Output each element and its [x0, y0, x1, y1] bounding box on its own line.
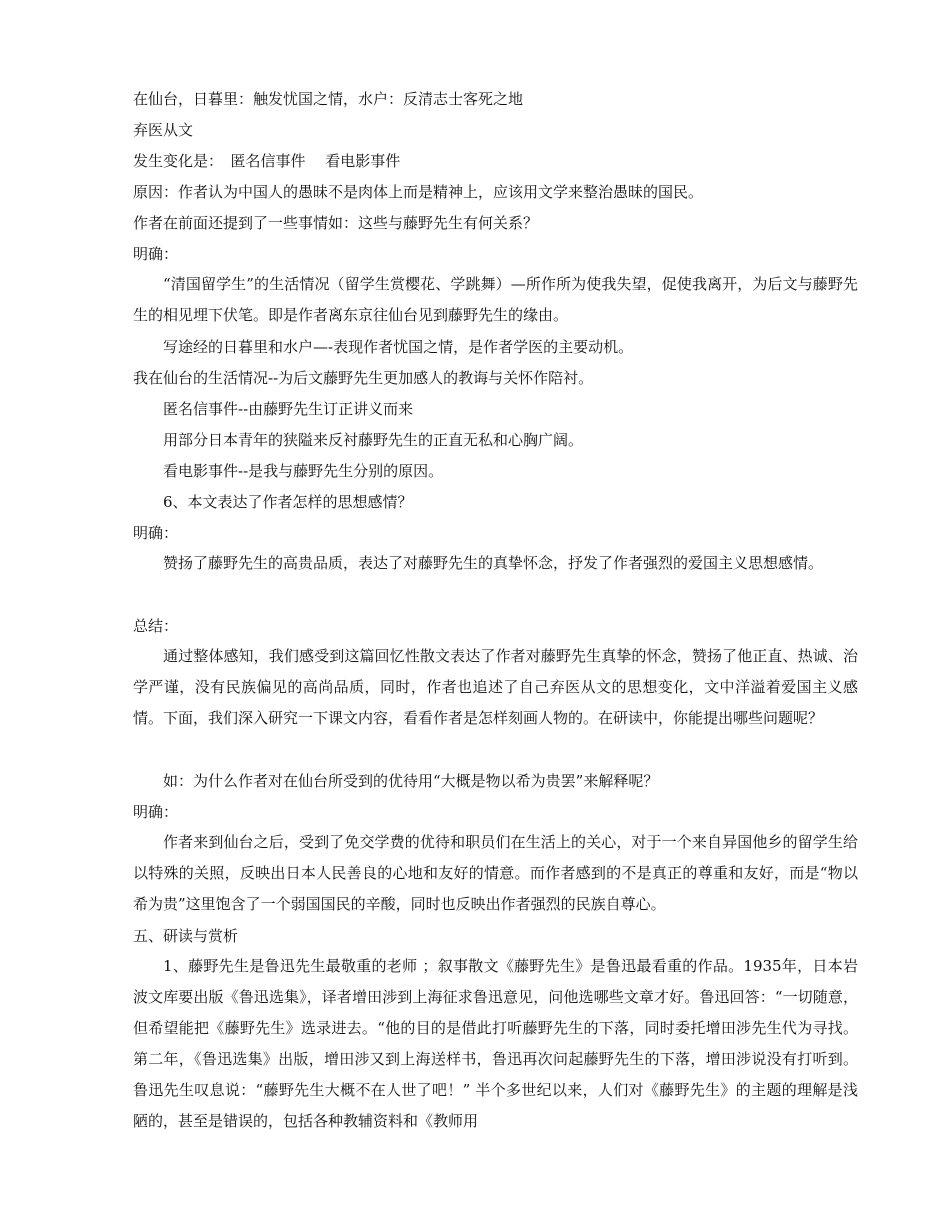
text-line: 匿名信事件--由藤野先生订正讲义而来: [163, 400, 414, 418]
paragraph: “清国留学生”的生活情况（留学生赏樱花、学跳舞）—所作所为使我失望，促使我离开，为后文与藤野先生的相见埋下伏笔。即是作者离东京往仙台见到藤野先生的缘由。: [133, 275, 858, 324]
text-line: 弃医从文: [133, 121, 194, 139]
text-line: 看电影事件--是我与藤野先生分别的原因。: [163, 462, 444, 480]
paragraph: 通过整体感知，我们感受到这篇回忆性散文表达了作者对藤野先生真挚的怀念，赞扬了他正直、热诚、治学严谨，没有民族偏见的高尚品质，同时，作者也追述了自己弃医从文的思想变化，文中洋溢着爱国主义感情。下面，我们深入研究一下课文内容，看看作者是怎样刻画人物的。在研读中，你能提出哪些问题呢？: [133, 647, 858, 727]
text-line: 在仙台，日暮里：触发忧国之情，水户：反清志士客死之地: [133, 90, 524, 108]
text-line: 总结：: [133, 617, 179, 635]
text-line: 我在仙台的生活情况--为后文藤野先生更加感人的教诲与关怀作陪衬。: [133, 369, 594, 387]
text-line: 明确：: [133, 245, 179, 263]
text-line: 写途经的日暮里和水户—-表现作者忧国之情，是作者学医的主要动机。: [163, 338, 634, 356]
paragraph: 1、藤野先生是鲁迅先生最敬重的老师 ；叙事散文《藤野先生》是鲁迅最看重的作品。1935年，日本岩波文库要出版《鲁迅选集》，译者增田涉到上海征求鲁迅意见，问他选哪些文章才好。鲁迅回答：“一切随意，但希望能把《藤野先生》选录进去。“他的目的是借此打听藤野先生的下落，同时委托增田涉先生代为寻找。第二年，《鲁迅选集》出版，增田涉又到上海送样书，鲁迅再次问起藤野先生的下落，增田涉说没有打听到。鲁迅先生叹息说：“藤野先生大概不在人世了吧！” 半个多世纪以来，人们对《藤野先生》的主题的理解是浅陋的，甚至是错误的，包括各种教辅资料和《教师用: [133, 957, 858, 1130]
paragraph: 作者来到仙台之后，受到了免交学费的优待和职员们在生活上的关心，对于一个来自异国他乡的留学生给以特殊的关照，反映出日本人民善良的心地和友好的情意。而作者感到的不是真正的尊重和友好，而是“物以希为贵”这里饱含了一个弱国国民的辛酸，同时也反映出作者强烈的民族自尊心。: [133, 833, 858, 913]
text-line: 用部分日本青年的狭隘来反衬藤野先生的正直无私和心胸广阔。: [163, 431, 584, 449]
paragraph: 赞扬了藤野先生的高贵品质，表达了对藤野先生的真挚怀念，抒发了作者强烈的爱国主义思想感情。: [163, 554, 824, 572]
text-line: 原因：作者认为中国人的愚昧不是肉体上而是精神上，应该用文学来整治愚昧的国民。: [133, 183, 704, 201]
text-line: 如：为什么作者对在仙台所受到的优待用“大概是物以希为贵罢”来解释呢？: [163, 772, 659, 790]
text-line: 明确：: [133, 803, 179, 821]
section-question: 6、本文表达了作者怎样的思想感情？: [163, 493, 413, 511]
text-line: 明确：: [133, 524, 179, 542]
text-line: 作者在前面还提到了一些事情如：这些与藤野先生有何关系？: [133, 214, 539, 232]
text-line: 发生变化是： 匿名信事件 看电影事件: [133, 152, 401, 170]
section-heading: 五、研读与赏析: [133, 927, 239, 945]
